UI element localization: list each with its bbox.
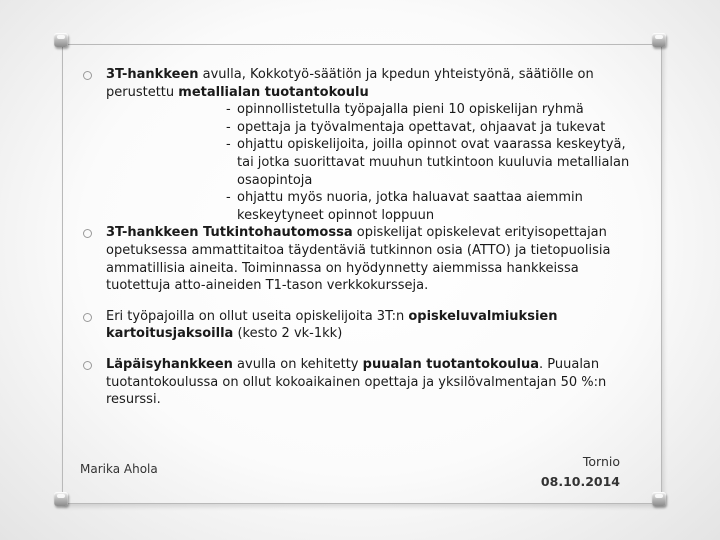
bullet-text: . Puualan tuotantokoulussa on ollut kokoaikainen opettaja ja yksilövalmentajan 50 %:n resurssi. [106, 356, 607, 408]
sub-list-item-text: ohjattu myös nuoria, jotka haluavat saattaa aiemmin keskeytyneet opinnot loppuun [237, 190, 583, 223]
bullet-text: avulla, Kokkotyö-säätiön ja kpedun yhteistyönä, säätiölle on perustettu [106, 67, 594, 100]
slide-body [80, 66, 640, 409]
circle-bullet-icon [83, 361, 92, 370]
bullet-item [80, 356, 640, 409]
sub-list-item [158, 101, 640, 119]
circle-bullet-icon [83, 71, 92, 80]
sub-list-item-text: ohjattu opiskelijoita, joilla opinnot ovat vaarassa keskeytyä, tai jotka suorittavat muuhun tutkintoon kuuluvia metallialan osaopintoja [237, 137, 630, 188]
dash-marker: - [226, 102, 231, 118]
circle-bullet-icon [83, 229, 92, 238]
place-name: Tornio [582, 454, 620, 469]
sub-list-item-text: opinnollistetulla työpajalla pieni 10 opiskelijan ryhmä [237, 102, 584, 118]
sub-list-item [158, 136, 640, 189]
dash-marker: - [226, 119, 231, 135]
bullet-item [80, 224, 640, 294]
bullet-bold-lead: 3T-hankkeen Tutkintohautomossa [106, 225, 353, 241]
bullet-bold-lead: 3T-hankkeen [106, 67, 199, 82]
bullet-text: (kesto 2 vk-1kk) [233, 326, 343, 342]
bullet-text: opiskelijat opiskelevat erityisopettajan opetuksessa ammattitaitoa täydentäviä tutkinnon osia (ATTO) ja tietopuolisia ammatillisia aineita. Toiminnassa on hyödynnetty aiemmissa hankkeissa tuotettuja atto-aineiden T1-tason verkkokursseja. [106, 225, 611, 294]
bullet-bold-text: puualan tuotantokoulua [362, 356, 539, 372]
place-and-date [500, 452, 620, 492]
sub-list-item-text: opettaja ja työvalmentaja opettavat, ohjaavat ja tukevat [237, 119, 606, 135]
circle-bullet-icon [83, 313, 92, 322]
pushpin-icon [53, 492, 69, 510]
bullet-bold-tail: metallialan tuotantokoulu [178, 84, 369, 100]
bullet-item [80, 66, 640, 224]
pushpin-icon [651, 33, 667, 51]
presentation-date: 08.10.2014 [540, 474, 620, 489]
bullet-item [80, 308, 640, 343]
bullet-text: avulla on kehitetty [232, 356, 363, 372]
pushpin-icon [651, 492, 667, 510]
pushpin-icon [53, 33, 69, 51]
bullet-bold-lead: Läpäisyhankkeen [106, 356, 233, 372]
bullet-bold-text: opiskeluvalmiuksien kartoitusjaksoilla [106, 308, 558, 342]
author-name: Marika Ahola [80, 462, 158, 476]
dash-marker: - [226, 137, 231, 153]
dash-marker: - [226, 190, 231, 206]
bullet-text: Eri työpajoilla on ollut useita opiskelijoita 3T:n [106, 308, 409, 324]
sub-list-item [158, 189, 640, 224]
sub-list-item [158, 119, 640, 137]
sub-list [106, 101, 640, 224]
